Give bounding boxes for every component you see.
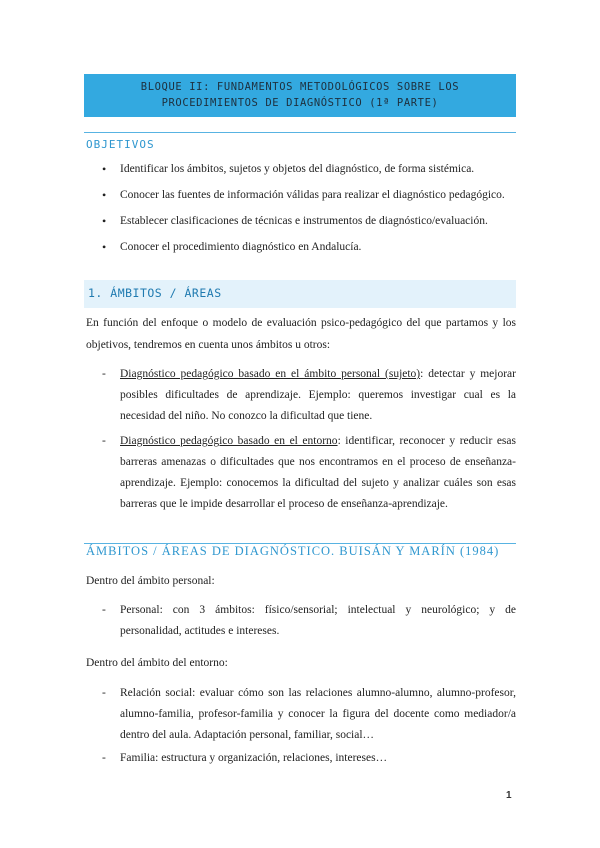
page-number: 1 [506,790,512,801]
item-text: : identificar, reconocer y reducir esas barreras amenazas o dificultades que nos encontramos en el proceso de enseñanza-aprendizaje. Ejemplo: conocemos la dificultad del sujeto y analizar cuáles son esas barreras que le impide desarrollar el proceso de enseñanza-aprendizaje. [120,435,516,510]
title-line-1: BLOQUE II: FUNDAMENTOS METODOLÓGICOS SOBRE LOS [140,81,460,93]
section-title: 1. ÁMBITOS / ÁREAS [88,286,222,300]
personal-list [100,600,516,642]
list-item: - Familia: estructura y organización, relaciones, intereses… [100,748,516,769]
personal-intro: Dentro del ámbito personal: [86,575,215,587]
section-intro: En función del enfoque o modelo de evaluación psico-pedagógico del que partamos y los objetivos, tendremos en cuenta unos ámbitos u otros: [86,317,516,351]
objetivos-rule [84,132,516,133]
item-text: : detectar y mejorar posibles dificultades de aprendizaje. Ejemplo: queremos investigar cual es la necesidad del niño. No conozco la dificultad que tiene. [120,368,516,422]
list-item [100,364,516,427]
entorno-intro: Dentro del ámbito del entorno: [86,657,228,669]
list-item: • Conocer las fuentes de información válidas para realizar el diagnóstico pedagógico. [100,184,516,206]
item-label: Diagnóstico pedagógico basado en el ámbito personal (sujeto) [120,368,421,380]
title-line-2: PROCEDIMIENTOS DE DIAGNÓSTICO (1ª PARTE) [161,97,439,109]
list-item: • Identificar los ámbitos, sujetos y objetos del diagnóstico, de forma sistémica. [100,158,516,180]
entorno-list [100,683,516,769]
list-item: - Personal: con 3 ámbitos: físico/sensorial; intelectual y neurológico; y de personalidad, actitudes e intereses. [100,600,516,642]
subsection-heading: ÁMBITOS / ÁREAS DE DIAGNÓSTICO. BUISÁN Y MARÍN (1984) [86,544,500,558]
subsection-rule [84,543,516,544]
list-item: • Establecer clasificaciones de técnicas e instrumentos de diagnóstico/evaluación. [100,210,516,232]
list-item: • Conocer el procedimiento diagnóstico en Andalucía. [100,236,516,258]
item-label: Diagnóstico pedagógico basado en el entorno [120,435,338,447]
objetivos-heading: OBJETIVOS [86,138,155,151]
ambitos-list [100,364,516,515]
list-item: - Relación social: evaluar cómo son las relaciones alumno-alumno, alumno-profesor, alumno-familia, profesor-familia y conocer la figura del docente como mediador/a dentro del aula. Adaptación personal, familiar, social… [100,683,516,746]
list-item [100,431,516,515]
document-title [84,79,516,111]
objetivos-list [100,158,516,262]
